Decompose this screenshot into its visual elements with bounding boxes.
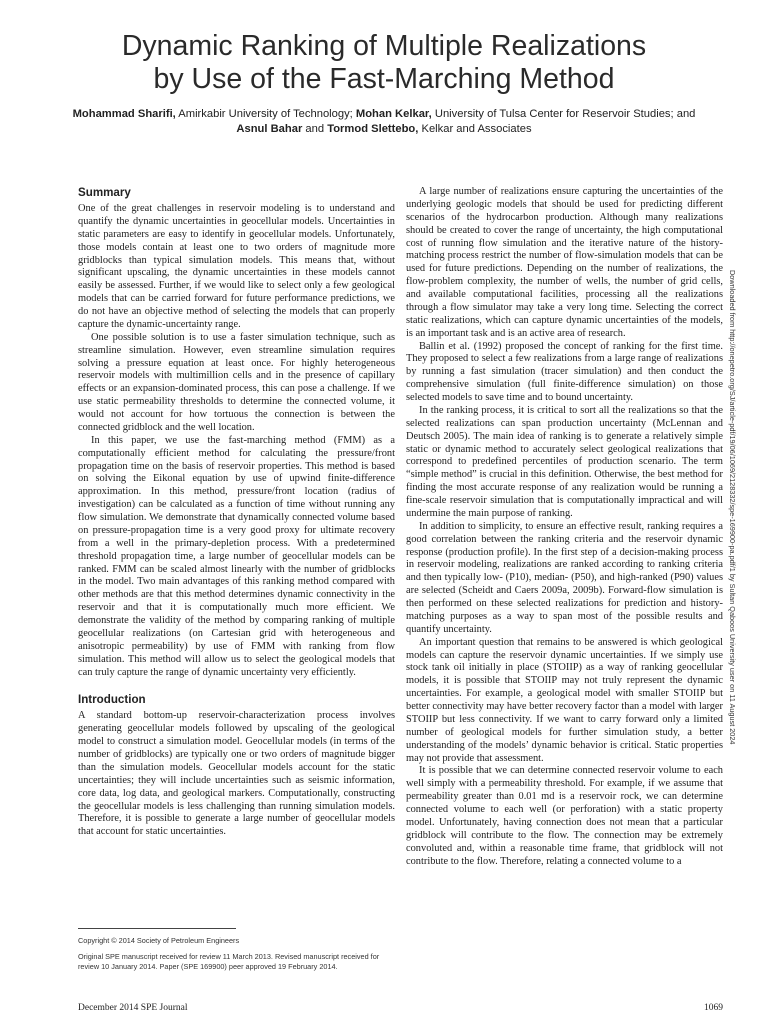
author-affiliation: Amirkabir University of Technology; [175, 108, 356, 120]
introduction-paragraph: A standard bottom-up reservoir-characterization process involves generating geocellular models followed by upscaling of the geological model to construct a simulation model. Geocellular models (in terms of the number of gridblocks) are typically one or two orders of magnitude bigger than the simulation models. Geocellular models account for the static uncertainties; they will include uncertainties such as seismic information, core data, log data, and geological markers. Computationally, constructing the geocellular models is less challenging than running simulation models. Therefore, it is possible to generate a large number of geocellular models that account for static uncertainties. [78, 710, 395, 838]
author-name: Asnul Bahar [236, 123, 303, 135]
summary-paragraph: One possible solution is to use a faster simulation technique, such as streamline simulation. However, even streamline simulation requires solving a pressure equation at least once. For highly heterogeneous reservoir models with multimillion cells and in the presence of capillary effects or an expansion-dominated process, this can pose a challenge. If we use static permeability thresholds to determine the connected volume, it would not account for how tortuous the connection is between the connected gridblock and the well location. [78, 331, 395, 433]
left-column [78, 186, 395, 839]
title-line-2: by Use of the Fast-Marching Method [153, 63, 615, 95]
body-paragraph: In the ranking process, it is critical to sort all the realizations so that the selected realizations can span production uncertainty (McLennan and Deutsch 2005). The main idea of ranking is to generate a relatively simple static or dynamic method to accurately select geological realizations that correspond to predefined percentiles of production scenario. The term “simple method” is crucial in this definition. Otherwise, the best method for finding the most accurate response of any realization would be running a fine-scale reservoir simulation that is computationally impractical and will undermine the main purpose of ranking. [406, 404, 723, 519]
author-affiliation: Kelkar and Associates [418, 123, 532, 135]
manuscript-history: Original SPE manuscript received for review 11 March 2013. Revised manuscript received for review 10 January 2014. Paper (SPE 169900) peer approved 19 February 2014. [78, 952, 380, 971]
body-paragraph: Ballin et al. (1992) proposed the concept of ranking for the first time. They proposed to select a few realizations from a large range of realizations by running a fast simulation (tracer simulation) and then conduct the comprehensive simulation (full finite-difference simulation) on those selected models to save time and to bound uncertainty. [406, 340, 723, 403]
journal-footer: December 2014 SPE Journal [78, 1003, 188, 1013]
summary-paragraph: In this paper, we use the fast-marching method (FMM) as a computationally efficient method for calculating the pressure/front propagation time on the basis of reservoir properties. This method is based on solving the Eikonal equation by use of upwind finite-difference approximation. In this method, pressure/front location (radius of investigation) can be calculated as a function of time without running any flow simulation. We demonstrate that dynamically connected volume based on pressure-propagation time is a very good proxy for ultimate recovery from a well in the primary-depletion process. With a predetermined threshold propagation time, a large number of geocellular models can be ranked. FMM can be scaled almost linearly with the number of gridblocks in the model. Two main advantages of this ranking method compared with other methods are that this method determines dynamic connectivity in the reservoir and that it is computationally much more efficient. We demonstrate the validity of the method by comparing ranking of multiple geocellular realizations (on Cartesian grid with heterogeneous and anisotropic permeability) by use of FMM with ranking from flow simulation. This method will allow us to select the geological models that can truly capture the range of dynamic uncertainty very efficiently. [78, 434, 395, 678]
author-list [70, 107, 698, 137]
copyright-notice: Copyright © 2014 Society of Petroleum Engineers [78, 936, 240, 945]
right-column [406, 186, 723, 868]
title-line-1: Dynamic Ranking of Multiple Realizations [121, 30, 647, 62]
body-paragraph: It is possible that we can determine connected reservoir volume to each well simply with a permeability threshold. For example, if we assume that permeability greater than 0.01 md is a reservoir rock, we can determine connected volume to each well (or perforation) with a static property model. Unfortunately, having connection does not mean that a particular gridblock will contribute to the flow. The connection may be extremely convoluted and, within a reasonable time frame, that gridblock will not contribute to the flow. Therefore, relating a connected volume to a [406, 765, 723, 867]
author-affiliation: University of Tulsa Center for Reservoir Studies; and [431, 108, 696, 120]
author-name: Tormod Slettebo, [327, 123, 419, 135]
paper-title [40, 30, 728, 96]
summary-heading: Summary [78, 186, 131, 199]
summary-paragraph: One of the great challenges in reservoir modeling is to understand and quantify the dynamic uncertainties in geocellular models. Uncertainties in static parameters are easy to identify in geocellular models. Unfortunately, those models contain at least one to two orders of magnitude more gridblocks than typical simulation models. This means that, without significant upscaling, the dynamic uncertainties in these models cannot easily be assessed. Further, if we would like to select only a few geological models that can be carried forward for future performance predictions, we do not have an objective method of selecting the models that can properly capture the dynamic-uncertainty range. [78, 203, 395, 330]
author-name: Mohan Kelkar, [355, 108, 432, 120]
body-paragraph: An important question that remains to be answered is which geological models can capture the reservoir dynamic uncertainties. If we simply use stock tank oil initially in place (STOIIP) as a way of ranking geocellular models, it is possible that STOIIP may not truly represent the dynamic uncertainties. For example, a geological model with smaller STOIIP but better connectivity may have better recovery factor than a model with larger STOIIP but less connectivity. If we want to carry forward only a limited number of geological models for further simulation study, a better understanding of the models’ dynamic behavior is critical. Static properties may not provide that assessment. [406, 636, 723, 764]
download-watermark-text: Downloaded from http://onepetro.org/SJ/article-pdf/19/06/1069/2128332/spe-169900-pa.pdf/1 by Sultan Qaboos University user on 11 August 2024 [728, 270, 737, 745]
page-number: 1069 [704, 1003, 723, 1013]
download-watermark-svg [724, 270, 740, 1010]
footnotes [78, 936, 395, 978]
author-name: Mohammad Sharifi, [72, 108, 176, 120]
download-watermark [724, 270, 740, 1010]
author-separator: and [302, 123, 328, 135]
footnote-divider [78, 928, 236, 929]
introduction-heading: Introduction [78, 693, 146, 707]
body-paragraph: A large number of realizations ensure capturing the uncertainties of the underlying geologic models that should be used for predicting different scenarios of the hydrocarbon production. Although many realizations should be created to cover the range of uncertainty, the high computational cost of running flow simulation and the iterative nature of the history-matching process restrict the number of flow-simulation models that can be used for future predictions. Depending on the number of realizations, the flow-problem complexity, the number of wells, the number of grid cells, and available computational facilities, processing all the realizations through a flow simulator may take a very long time. Selecting the correct static realizations, which can capture dynamic uncertainties of the models, is an important task and is an active area of research. [406, 186, 723, 339]
body-paragraph: In addition to simplicity, to ensure an effective result, ranking requires a good correlation between the ranking criteria and the reservoir dynamic response (production profile). In the first step of a decision-making process in reservoir modeling, realizations are ranked according to ranking criteria and then typically low- (P10), median- (P50), and high-ranked (P90) values are selected (Scheidt and Caers 2009a, 2009b). Forward-flow simulation is then performed on these selected realizations for prediction and history-matching purposes as a way to span most of the possible results and quantify uncertainty. [406, 520, 723, 635]
